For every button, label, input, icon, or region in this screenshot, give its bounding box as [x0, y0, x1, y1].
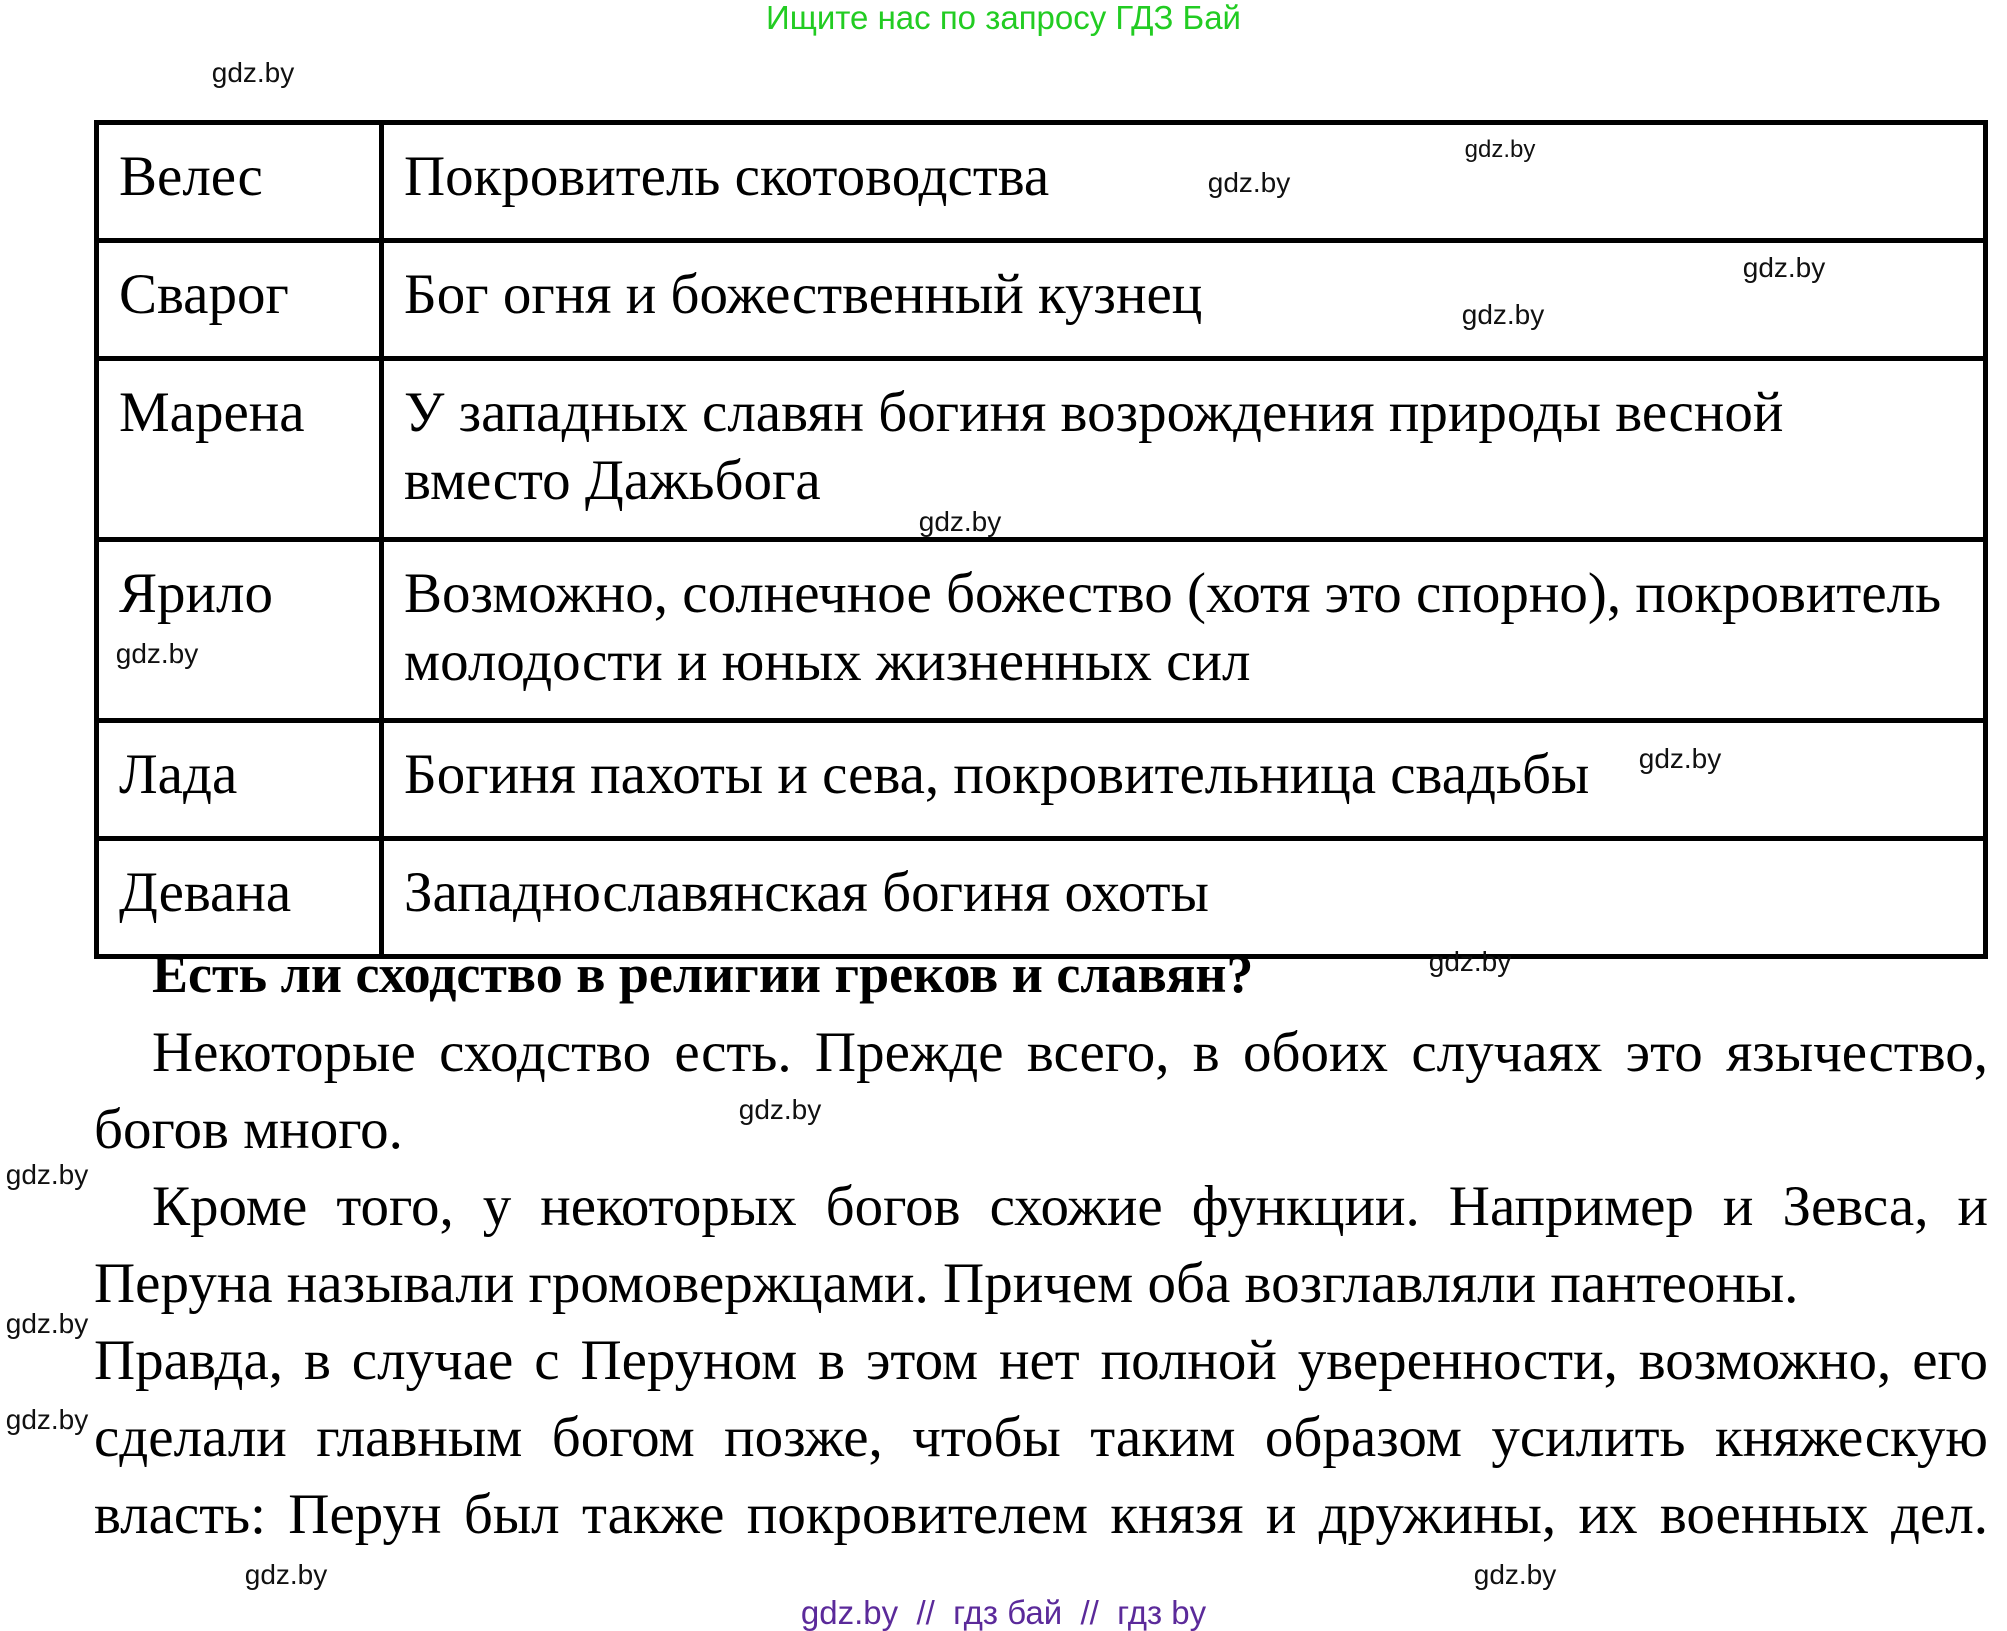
- description-cell: [382, 123, 1986, 241]
- god-description: Западнославянская богиня охоты: [404, 861, 1209, 924]
- god-name: Сварог: [119, 263, 289, 326]
- description-cell: [382, 359, 1986, 540]
- god-description: Бог огня и божественный кузнец: [404, 263, 1203, 326]
- text-line: Правда, в случае с Перуном в этом нет полной уверенности, возможно, его: [94, 1329, 1988, 1392]
- search-hint-banner: Ищите нас по запросу ГДЗ Бай: [766, 0, 1241, 36]
- watermark: gdz.by: [5, 1308, 89, 1339]
- name-cell: [97, 241, 382, 359]
- watermark: gdz.by: [244, 1559, 328, 1590]
- watermark: gdz.by: [738, 1094, 822, 1125]
- god-description: У западных славян богиня возрождения природы весной вместо Дажьбога: [404, 381, 1784, 512]
- text-line: сделали главным богом позже, чтобы таким образом усилить княжескую: [94, 1406, 1988, 1469]
- question-heading: Есть ли сходство в религии греков и славян?: [152, 944, 1254, 1004]
- god-name: Лада: [119, 743, 238, 806]
- answer-paragraph-2: [94, 1168, 1988, 1553]
- watermark: gdz.by: [1638, 743, 1722, 774]
- footer-links: gdz.by // гдз бай // гдз by: [800, 1594, 1207, 1631]
- watermark: gdz.by: [211, 57, 295, 88]
- watermark: gdz.by: [1464, 136, 1536, 163]
- table-row: [97, 839, 1986, 957]
- text-line: Кроме того, у некоторых богов схожие функции. Например и Зевса, и: [152, 1175, 1988, 1238]
- text-line: богов много.: [94, 1098, 403, 1161]
- description-cell: [382, 540, 1986, 721]
- watermark: gdz.by: [1428, 946, 1512, 977]
- table-row: [97, 540, 1986, 721]
- name-cell: [97, 123, 382, 241]
- watermark: gdz.by: [5, 1159, 89, 1190]
- watermark: gdz.by: [1207, 167, 1291, 198]
- table-row: [97, 123, 1986, 241]
- description-cell: [382, 839, 1986, 957]
- watermark: gdz.by: [1473, 1559, 1557, 1590]
- table-row: [97, 241, 1986, 359]
- god-name: Велес: [119, 145, 263, 208]
- watermark: gdz.by: [1742, 252, 1826, 283]
- god-description: Богиня пахоты и сева, покровительница свадьбы: [404, 743, 1590, 806]
- god-description: Покровитель скотоводства: [404, 145, 1050, 208]
- table-row: [97, 359, 1986, 540]
- watermark: gdz.by: [5, 1404, 89, 1435]
- text-line: Перуна называли громовержцами. Причем оба возглавляли пантеоны.: [94, 1252, 1799, 1315]
- description-cell: [382, 721, 1986, 839]
- name-cell: [97, 359, 382, 540]
- name-cell: [97, 540, 382, 721]
- god-name: Марена: [119, 381, 305, 444]
- name-cell: [97, 721, 382, 839]
- table-row: [97, 721, 1986, 839]
- watermark: gdz.by: [115, 638, 199, 669]
- god-name: Девана: [119, 861, 292, 924]
- watermark: gdz.by: [1461, 299, 1545, 330]
- god-name: Ярило: [119, 562, 273, 625]
- text-line: власть: Перун был также покровителем князя и дружины, их военных дел.: [94, 1483, 1988, 1546]
- answer-paragraph-1: [94, 1014, 1988, 1168]
- watermark: gdz.by: [918, 506, 1002, 537]
- text-line: Некоторые сходство есть. Прежде всего, в обоих случаях это язычество,: [152, 1021, 1988, 1084]
- god-description: Возможно, солнечное божество (хотя это спорно), покровитель молодости и юных жизненных сил: [404, 562, 1942, 693]
- name-cell: [97, 839, 382, 957]
- slavic-gods-table: [94, 120, 1988, 959]
